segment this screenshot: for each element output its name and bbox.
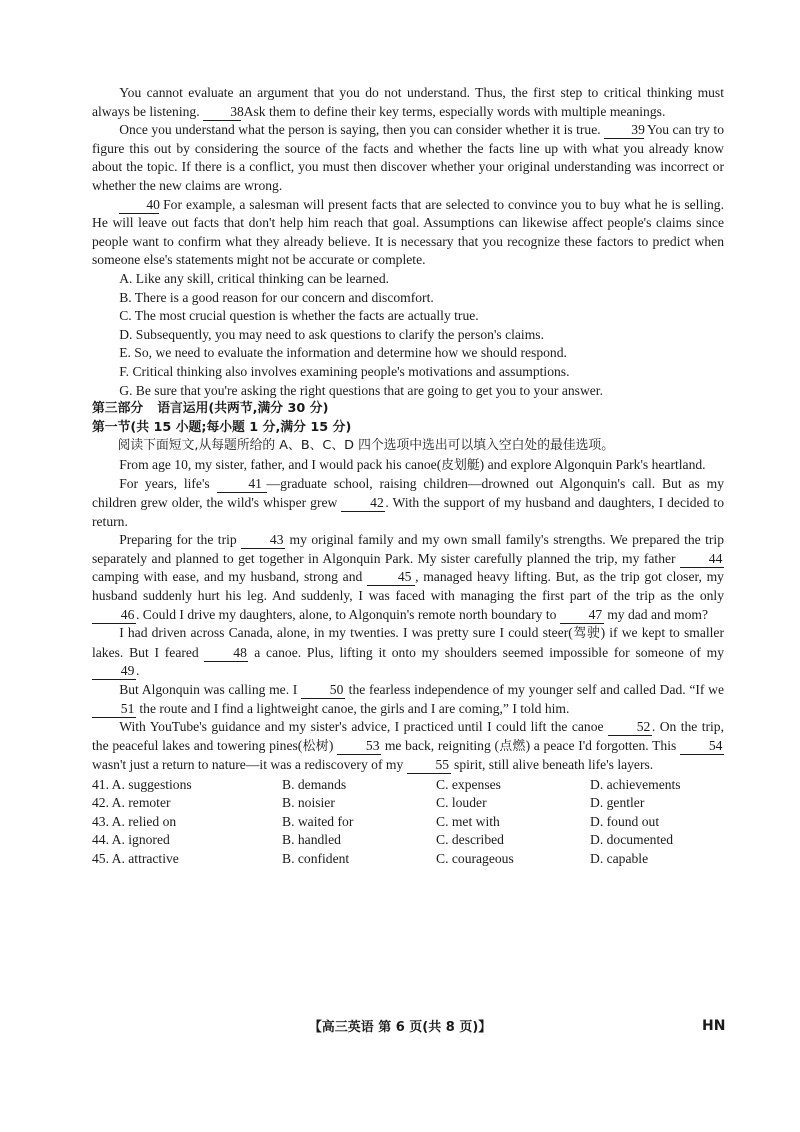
answer-choices-table	[92, 776, 724, 868]
instruction-text: 阅读下面短文,从每题所给的 A、B、C、D 四个选项中选出可以填入空白处的最佳选项。	[117, 438, 615, 454]
option-e: E. So, we need to evaluate the information and determine how we should respond.	[119, 345, 567, 361]
option-c: C. The most crucial question is whether the facts are actually true.	[119, 308, 479, 324]
question-row-41: 41. A. suggestions B. demands C. expenses D. achievements	[92, 776, 681, 792]
option-a: A. Like any skill, critical thinking can be learned.	[119, 270, 390, 286]
option-d: D. Subsequently, you may need to ask questions to clarify the person's claims.	[119, 326, 544, 342]
passage1-paragraph-3: 40 For example, a salesman will present facts that are selected to convince you to buy what he is selling. He will leave out facts that don't help him reach that goal. Assumptions can likewise affect people's claims since people want to confirm what they already believe. It is necessary that you recognize these factors to predict when someone else's statements might not be accurate or complete.	[92, 196, 724, 268]
blank-47: 47	[560, 607, 604, 624]
question-row-44: 44. A. ignored B. handled C. described D. documented	[92, 832, 674, 848]
passage2-paragraph-5: But Algonquin was calling me. I 50 the fearless independence of my younger self and called Dad. “If we 51 the route and I find a lightweight canoe, the girls and I are coming,” I told him.	[92, 681, 724, 718]
question-row-45: 45. A. attractive B. confident C. courageous D. capable	[92, 850, 649, 866]
blank-50: 50	[301, 682, 345, 699]
blank-53: 53	[337, 738, 381, 755]
blank-44: 44	[680, 551, 724, 568]
option-b: B. There is a good reason for our concern and discomfort.	[119, 289, 434, 305]
blank-40: 40	[119, 197, 159, 214]
option-g: G. Be sure that you're asking the right questions that are going to get you to your answer.	[119, 382, 603, 398]
page-footer	[0, 1016, 800, 1040]
blank-48: 48	[204, 645, 248, 662]
blank-41: 41	[217, 476, 267, 493]
page-number-label: 【高三英语 第 6 页(共 8 页)】	[308, 1020, 492, 1035]
passage2-paragraph-3: Preparing for the trip 43 my original family and my own small family's strengths. We prepared the trip separately and planned to get together in Algonquin Park. My sister carefully planned the trip, my father 44 camping with ease, and my husband, strong and 45 , managed heavy lifting. But, as the trip got closer, my husband suddenly hurt his leg. And suddenly, I was faced with managing the first part of the trip as the only 46 . Could I drive my daughters, alone, to Algonquin's remote north boundary to 47 my dad and mom?	[92, 532, 724, 622]
passage2-paragraph-2: For years, life's 41 —graduate school, raising children—drowned out Algonquin's call. But as my children grew older, the wild's whisper grew 42 . With the support of my husband and daughters, I decided to return.	[92, 476, 724, 529]
blank-49: 49	[92, 663, 136, 680]
blank-38: 38	[203, 104, 241, 121]
question-row-43: 43. A. relied on B. waited for C. met with D. found out	[92, 813, 660, 829]
question-row-42: 42. A. remoter B. noisier C. louder D. gentler	[92, 795, 645, 811]
blank-51: 51	[92, 701, 136, 718]
options-list	[92, 270, 724, 400]
exam-page	[92, 84, 724, 868]
blank-43: 43	[241, 532, 285, 549]
blank-46: 46	[92, 607, 136, 624]
passage2-paragraph-4: I had driven across Canada, alone, in my twenties. I was pretty sure I could steer(驾驶) if we kept to smaller lakes. But I feared 48 a canoe. Plus, lifting it onto my shoulders seemed impossible for someone of my 49 .	[92, 625, 724, 679]
passage2-paragraph-6: With YouTube's guidance and my sister's advice, I practiced until I could lift the canoe 52 . On the trip, the peaceful lakes and towering pines(松树) 53 me back, reigniting (点燃) a peace I'd forgotten. This 54 wasn't just a return to nature—it was a rediscovery of my 55 spirit, still alive beneath life's layers.	[92, 719, 724, 773]
passage2-paragraph-1: From age 10, my sister, father, and I would pack his canoe(皮划艇) and explore Algonquin Park's heartland.	[119, 456, 706, 473]
blank-54: 54	[680, 738, 724, 755]
blank-39: 39	[604, 122, 644, 139]
part3-heading: 第三部分 语言运用(共两节,满分 30 分)	[92, 401, 329, 417]
blank-55: 55	[407, 757, 451, 774]
blank-52: 52	[608, 719, 652, 736]
blank-45: 45	[367, 569, 415, 586]
option-f: F. Critical thinking also involves examining people's motivations and assumptions.	[119, 363, 570, 379]
passage1-paragraph-2: Once you understand what the person is saying, then you can consider whether it is true. 39 You can try to figure this out by considering the source of the facts and whether the facts line up with what you already know about the topic. If there is a conflict, you must then discover whether your original understanding was incorrect or whether the new claims are wrong.	[92, 122, 724, 193]
region-code: HN	[702, 1018, 726, 1034]
section1-heading: 第一节(共 15 小题;每小题 1 分,满分 15 分)	[92, 419, 352, 435]
passage1-paragraph-1: You cannot evaluate an argument that you do not understand. Thus, the first step to critical thinking must always be listening. 38 Ask them to define their key terms, especially words with multiple meanings.	[92, 85, 724, 119]
blank-42: 42	[341, 495, 385, 512]
